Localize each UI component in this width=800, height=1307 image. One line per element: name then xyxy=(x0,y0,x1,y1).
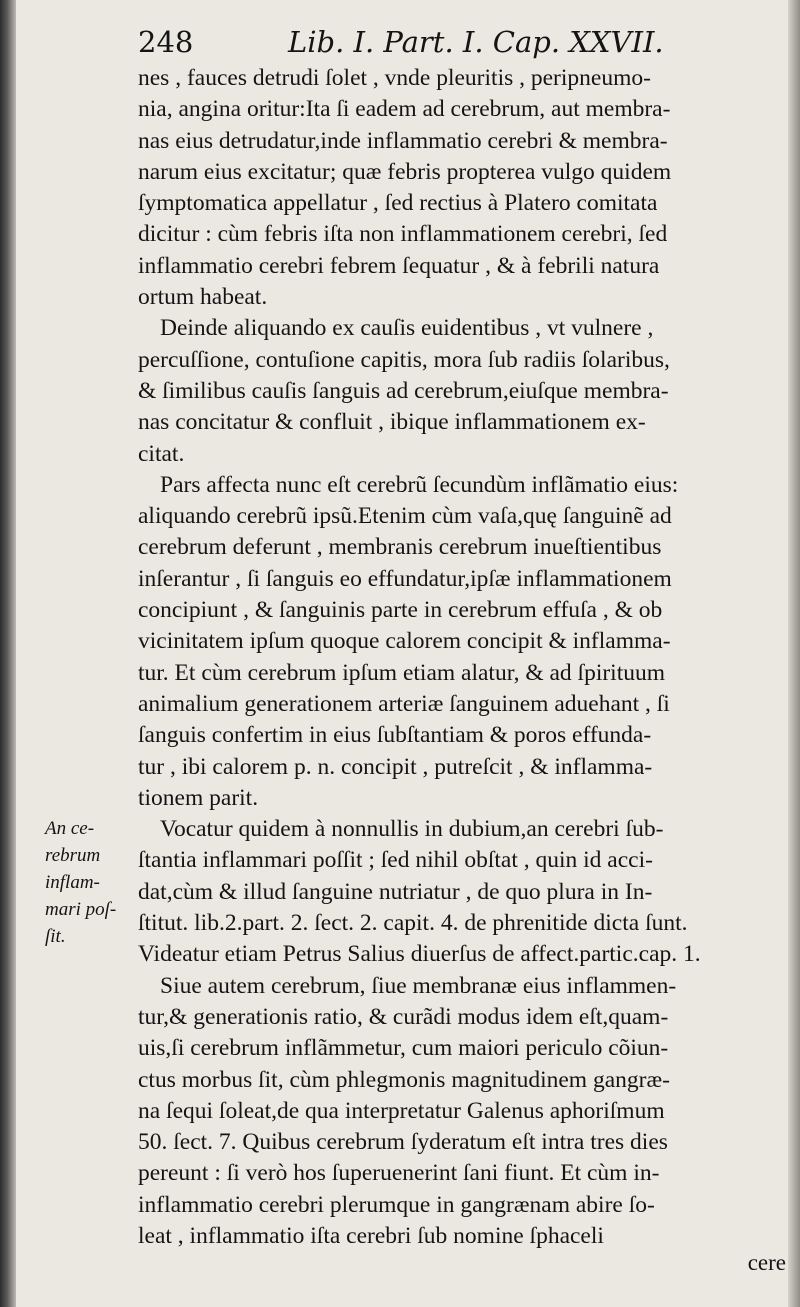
marginal-note-line: An ce- xyxy=(45,818,95,839)
text-line: concipiunt , & ſanguinis parte in cerebrum effuſa , & ob xyxy=(138,597,663,624)
text-line: inflammatio cerebri febrem ſequatur , & à febrili natura xyxy=(138,252,660,279)
marginal-note xyxy=(45,815,131,950)
text-line: leat , inflammatio iſta cerebri ſub nomine ſphaceli xyxy=(138,1222,604,1249)
marginal-note-line: mari poſ- xyxy=(45,899,117,920)
marginal-note-line: ſit. xyxy=(45,926,66,947)
text-line: ſtantia inflammari poſſit ; ſed nihil obſtat , quin id acci- xyxy=(138,847,653,874)
text-line: nia, angina oritur:Ita ſi eadem ad cerebrum, aut membra- xyxy=(138,96,671,123)
text-line: narum eius excitatur; quæ febris propterea vulgo quidem xyxy=(138,158,672,185)
text-line: Deinde aliquando ex cauſis euidentibus , vt vulnere , xyxy=(160,315,654,342)
text-line: ctus morbus ſit, cùm phlegmonis magnitudinem gangræ- xyxy=(138,1066,670,1093)
text-line: ſanguis confertim in eius ſubſtantiam & poros effunda- xyxy=(138,722,652,749)
text-line: na ſequi ſoleat,de qua interpretatur Galenus aphoriſmum xyxy=(138,1097,665,1124)
text-line: Pars affecta nunc eſt cerebrũ ſecundùm inflãmatio eius: xyxy=(160,471,679,498)
page-number: 248 xyxy=(138,25,194,59)
page-edge xyxy=(788,0,800,1307)
marginal-note-line: rebrum xyxy=(45,845,101,866)
running-title: Lib. I. Part. I. Cap. XXVII. xyxy=(288,25,664,59)
text-line: inflammatio cerebri plerumque in gangrænam abire ſo- xyxy=(138,1191,655,1218)
text-line: Videatur etiam Petrus Salius diuerſus de affect.partic.cap. 1. xyxy=(138,941,701,968)
text-line: Siue autem cerebrum, ſiue membranæ eius inflammen- xyxy=(160,972,677,999)
text-line: nas concitatur & confluit , ibique inflammationem ex- xyxy=(138,409,646,436)
text-line: nes , fauces detrudi ſolet , vnde pleuritis , peripneumo- xyxy=(138,65,651,91)
text-line: uis,ſi cerebrum inflãmmetur, cum maiori periculo cõiun- xyxy=(138,1035,669,1062)
main-text xyxy=(138,63,768,1252)
text-line: inſerantur , ſi ſanguis eo effundatur,ipſæ inflammationem xyxy=(138,565,672,592)
text-line: & ſimilibus cauſis ſanguis ad cerebrum,eiuſque membra- xyxy=(138,377,669,404)
text-line: ſymptomatica appellatur , ſed rectius à Platero comitata xyxy=(138,190,658,217)
text-line: tur , ibi calorem p. n. concipit , putreſcit , & inflamma- xyxy=(138,753,653,780)
text-line: tionem parit. xyxy=(138,784,259,811)
text-line: dat,cùm & illud ſanguine nutriatur , de quo plura in In- xyxy=(138,878,653,905)
text-line: ſtitut. lib.2.part. 2. ſect. 2. capit. 4. de phrenitide dicta ſunt. xyxy=(138,910,688,937)
text-line: vicinitatem ipſum quoque calorem concipit & inflamma- xyxy=(138,628,671,655)
page-binding-shadow xyxy=(0,0,16,1307)
text-line: tur,& generationis ratio, & curãdi modus idem eſt,quam- xyxy=(138,1003,669,1030)
text-line: Vocatur quidem à nonnullis in dubium,an cerebri ſub- xyxy=(160,816,664,843)
text-line: percuſſione, contuſione capitis, mora ſub radiis ſolaribus, xyxy=(138,346,670,373)
text-line: pereunt : ſi verò hos ſuperuenerint ſani fiunt. Et cùm in- xyxy=(138,1160,660,1187)
text-line: citat. xyxy=(138,440,185,467)
catchword: cere xyxy=(747,1250,786,1275)
text-line: 50. ſect. 7. Quibus cerebrum ſyderatum eſt intra tres dies xyxy=(138,1129,668,1156)
text-line: dicitur : cùm febris iſta non inflammationem cerebri, ſed xyxy=(138,221,668,248)
text-line: animalium generationem arteriæ ſanguinem aduehant , ſi xyxy=(138,690,670,717)
marginal-note-line: inflam- xyxy=(45,872,100,893)
text-line: aliquando cerebrũ ipsũ.Etenim cùm vaſa,quę ſanguinẽ ad xyxy=(138,503,672,530)
text-line: nas eius detrudatur,inde inflammatio cerebri & membra- xyxy=(138,127,668,154)
page-header xyxy=(138,22,698,62)
text-line: tur. Et cùm cerebrum ipſum etiam alatur, & ad ſpirituum xyxy=(138,659,666,686)
text-line: cerebrum deferunt , membranis cerebrum inueſtientibus xyxy=(138,534,662,561)
text-line: ortum habeat. xyxy=(138,284,268,311)
